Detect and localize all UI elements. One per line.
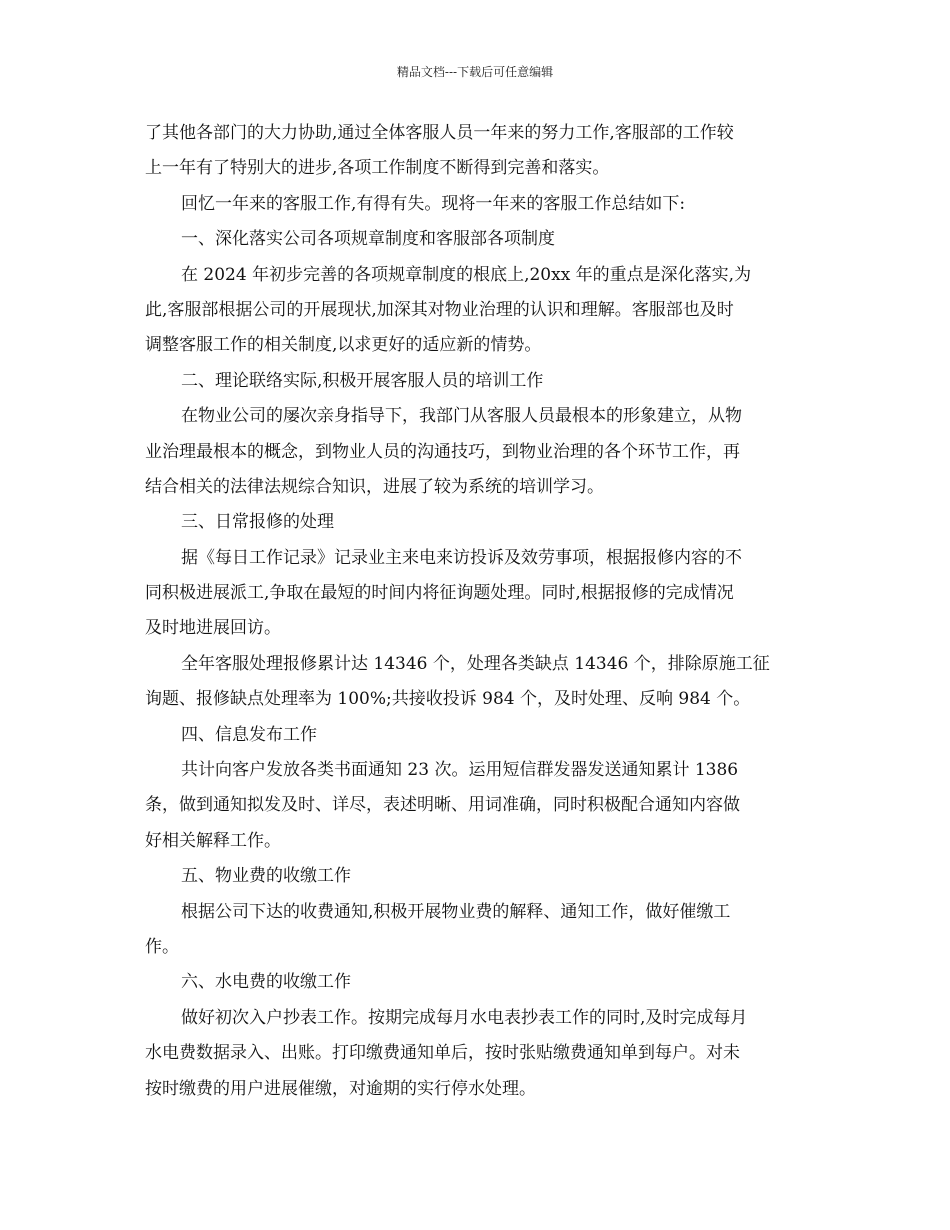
text-line: 全年客服处理报修累计达 14346 个，处理各类缺点 14346 个，排除原施工征 [181,653,770,674]
text-line: 根据公司下达的收费通知,积极开展物业费的解释、通知工作，做好催缴工 [181,901,731,922]
text-line: 此,客服部根据公司的开展现状,加深其对物业治理的认识和理解。客服部也及时 [145,299,734,320]
text-line: 在物业公司的屡次亲身指导下，我部门从客服人员最根本的形象建立，从物 [181,406,742,427]
text-line: 好相关解释工作。 [145,830,281,851]
text-line: 水电费数据录入、出账。打印缴费通知单后，按时张贴缴费通知单到每户。对未 [145,1043,740,1064]
text-line: 条，做到通知拟发及时、详尽，表述明晰、用词准确，同时积极配合通知内容做 [145,795,740,816]
text-line: 四、信息发布工作 [181,724,317,745]
text-line: 调整客服工作的相关制度,以求更好的适应新的情势。 [145,335,542,356]
text-line: 结合相关的法律法规综合知识，进展了较为系统的培训学习。 [145,476,604,497]
text-line: 做好初次入户抄表工作。按期完成每月水电表抄表工作的同时,及时完成每月 [181,1007,748,1028]
text-line: 业治理最根本的概念，到物业人员的沟通技巧，到物业治理的各个环节工作，再 [145,441,740,462]
text-line: 共计向客户发放各类书面通知 23 次。运用短信群发器发送通知累计 1386 [181,760,739,781]
page-header: 精品文档---下载后可任意编辑 [396,65,554,79]
text-line: 六、水电费的收缴工作 [181,972,351,993]
text-line: 在 2024 年初步完善的各项规章制度的根底上,20xx 年的重点是深化落实,为 [181,264,752,285]
text-line: 据《每日工作记录》记录业主来电来访投诉及效劳事项，根据报修内容的不 [181,547,742,568]
text-line: 二、理论联络实际,积极开展客服人员的培训工作 [181,370,544,391]
text-line: 五、物业费的收缴工作 [181,866,351,887]
text-line: 及时地进展回访。 [145,618,281,639]
text-line: 回忆一年来的客服工作,有得有失。现将一年来的客服工作总结如下: [181,193,686,214]
document-body [145,116,810,1107]
text-line: 上一年有了特别大的进步,各项工作制度不断得到完善和落实。 [145,158,610,179]
text-line: 作。 [145,936,179,957]
text-line: 询题、报修缺点处理率为 100%;共接收投诉 984 个，及时处理、反响 984 个。 [145,689,751,710]
text-line: 一、深化落实公司各项规章制度和客服部各项制度 [181,229,555,250]
text-line: 了其他各部门的大力协助,通过全体客服人员一年来的努力工作,客服部的工作较 [145,123,734,143]
text-line: 同积极进展派工,争取在最短的时间内将征询题处理。同时,根据报修的完成情况 [145,583,734,604]
text-line: 按时缴费的用户进展催缴，对逾期的实行停水处理。 [145,1078,536,1099]
text-line: 三、日常报修的处理 [181,512,334,533]
